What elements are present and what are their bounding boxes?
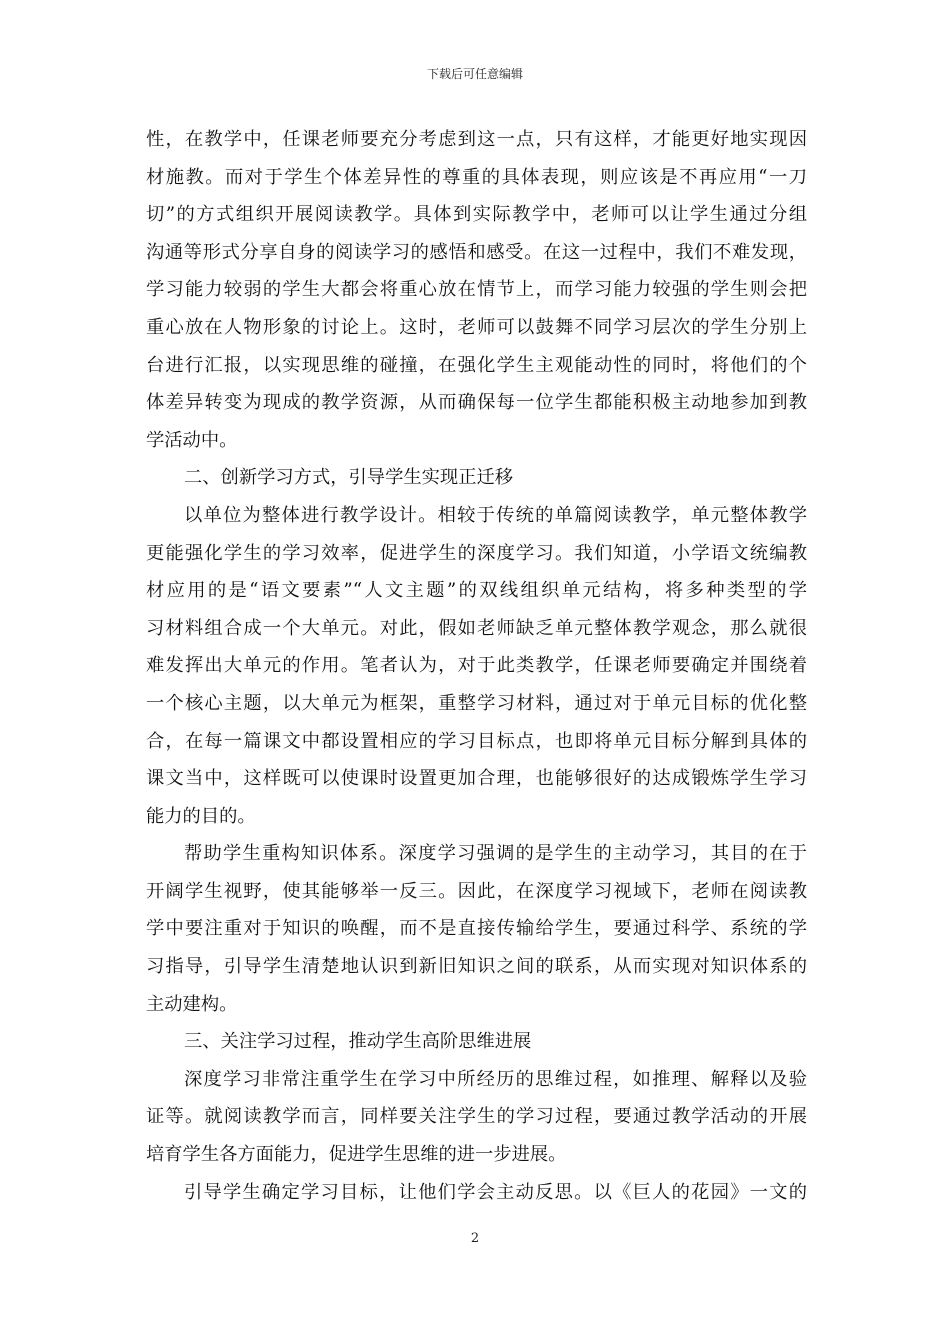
section-heading: 二、创新学习方式，引导学生实现正迁移 <box>184 467 514 489</box>
text-line: 台进行汇报，以实现思维的碰撞，在强化学生主观能动性的同时，将他们的个 <box>146 354 807 376</box>
text-line: 课文当中，这样既可以使课时设置更加合理，也能够很好的达成锻炼学生学习 <box>146 768 807 790</box>
text-line: 主动建构。 <box>146 993 238 1015</box>
text-line: 材应用的是“语文要素”“人文主题”的双线组织单元结构，将多种类型的学 <box>146 580 807 602</box>
text-line: 性，在教学中，任课老师要充分考虑到这一点，只有这样，才能更好地实现因 <box>146 129 807 150</box>
text-line: 学活动中。 <box>146 429 238 451</box>
text-line: 深度学习非常注重学生在学习中所经历的思维过程，如推理、解释以及验 <box>184 1068 807 1090</box>
text-line: 能力的目的。 <box>146 805 256 827</box>
text-line: 学中要注重对于知识的唤醒，而不是直接传输给学生，要通过科学、系统的学 <box>146 918 807 940</box>
text-line: 习材料组合成一个大单元。对此，假如老师缺乏单元整体教学观念，那么就很 <box>146 617 807 639</box>
text-line: 沟通等形式分享自身的阅读学习的感悟和感受。在这一过程中，我们不难发现， <box>146 241 807 263</box>
text-line: 证等。就阅读教学而言，同样要关注学生的学习过程，要通过教学活动的开展 <box>146 1106 807 1128</box>
text-line: 引导学生确定学习目标，让他们学会主动反思。以《巨人的花园》一文的 <box>184 1181 807 1203</box>
text-line: 更能强化学生的学习效率，促进学生的深度学习。我们知道，小学语文统编教 <box>146 542 807 564</box>
text-line: 开阔学生视野，使其能够举一反三。因此，在深度学习视域下，老师在阅读教 <box>146 880 807 902</box>
page-header-note: 下载后可任意编辑 <box>426 67 523 81</box>
page-number: 2 <box>470 1231 480 1246</box>
text-line: 材施教。而对于学生个体差异性的尊重的具体表现，则应该是不再应用“一刀 <box>146 166 807 188</box>
text-line: 一个核心主题，以大单元为框架，重整学习材料，通过对于单元目标的优化整 <box>146 692 807 714</box>
text-line: 学习能力较弱的学生大都会将重心放在情节上，而学习能力较强的学生则会把 <box>146 279 807 301</box>
text-line: 重心放在人物形象的讨论上。这时，老师可以鼓舞不同学习层次的学生分别上 <box>146 316 807 338</box>
text-line: 体差异转变为现成的教学资源，从而确保每一位学生都能积极主动地参加到教 <box>146 392 807 414</box>
text-line: 切”的方式组织开展阅读教学。具体到实际教学中，老师可以让学生通过分组 <box>146 204 807 226</box>
text-line: 合，在每一篇课文中都设置相应的学习目标点，也即将单元目标分解到具体的 <box>146 730 807 752</box>
text-line: 难发挥出大单元的作用。笔者认为，对于此类教学，任课老师要确定并围绕着 <box>146 655 807 677</box>
text-line: 习指导，引导学生清楚地认识到新旧知识之间的联系，从而实现对知识体系的 <box>146 956 807 978</box>
document-body <box>146 121 807 1211</box>
text-line: 帮助学生重构知识体系。深度学习强调的是学生的主动学习，其目的在于 <box>184 843 807 865</box>
text-line: 培育学生各方面能力，促进学生思维的进一步进展。 <box>146 1144 567 1166</box>
text-line: 以单位为整体进行教学设计。相较于传统的单篇阅读教学，单元整体教学 <box>184 504 807 526</box>
section-heading: 三、关注学习过程，推动学生高阶思维进展 <box>184 1031 532 1053</box>
